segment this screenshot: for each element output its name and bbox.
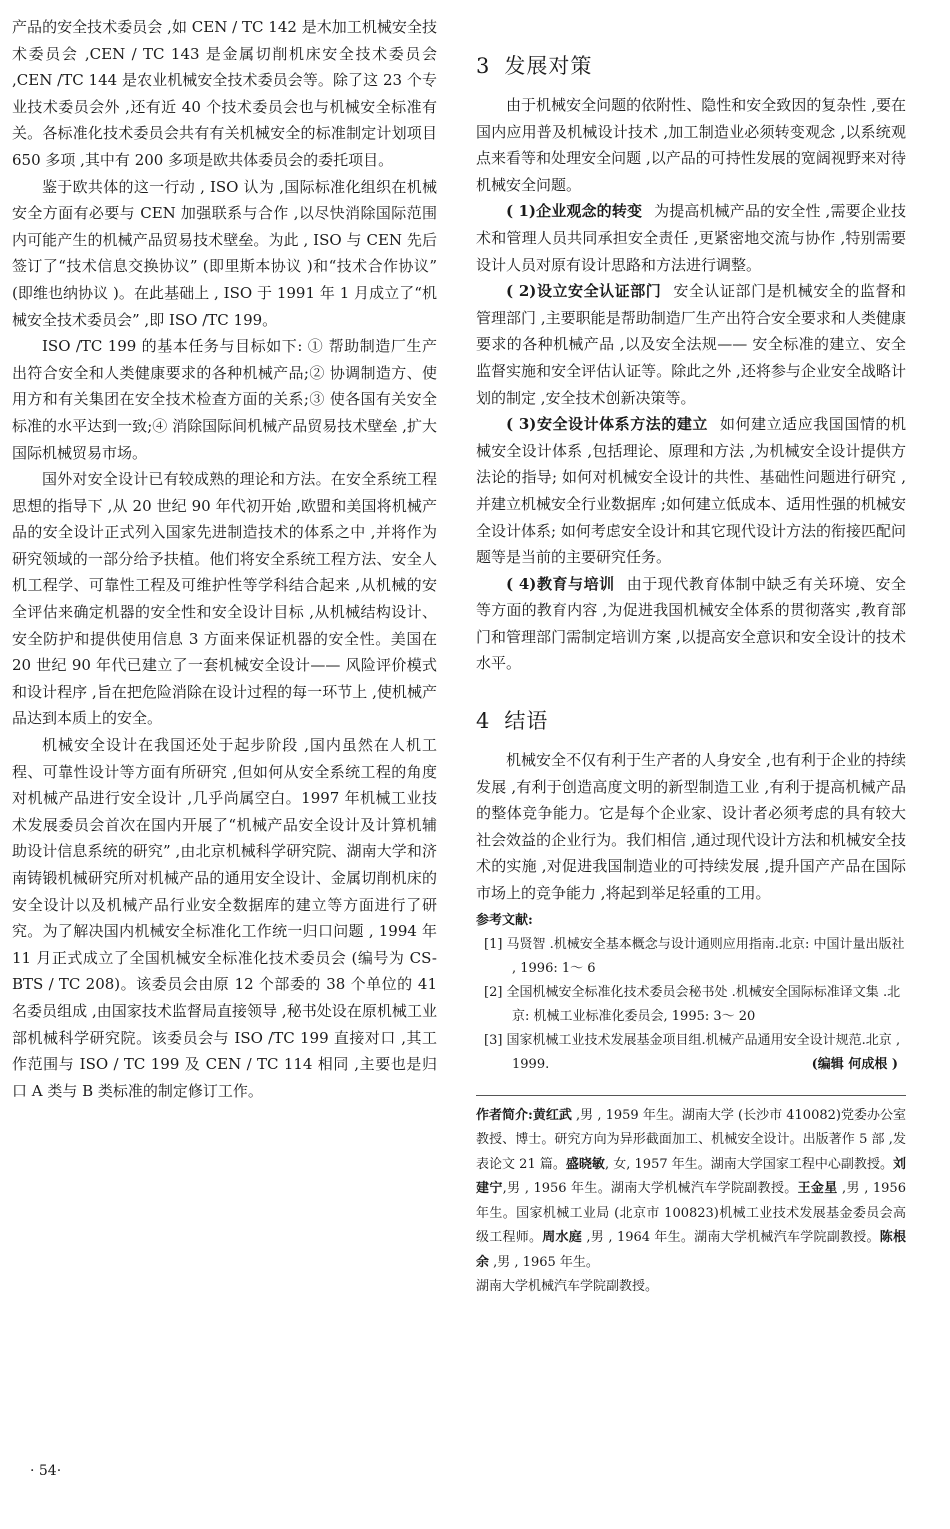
reference-item: [2] 全国机械安全标准化技术委员会秘书处 .机械安全国际标准译文集 .北京: 机械工业标准化委员会, 1995: 3～ 20 bbox=[484, 984, 901, 1024]
bio-text: ,男 , 1959 年生。湖南大学 (长沙市 410082)党委办公室教授、博士。研究方向为异形截面加工、机械安全设计。出版著作 5 部 ,发表论文 21 篇。 bbox=[476, 1107, 906, 1172]
list-item bbox=[476, 411, 906, 571]
list-item bbox=[476, 278, 906, 411]
divider bbox=[476, 1095, 906, 1096]
paragraph: 国外对安全设计已有较成熟的理论和方法。在安全系统工程思想的指导下 ,从 20 世纪 90 年代初开始 ,欧盟和美国将机械产品的安全设计正式列入国家先进制造技术的体系之中 ,并将作为研究领域的一部分给予扶植。他们将安全系统工程方法、安全人机工程学、可靠性工程及可维护性等学科结合起来 ,从机械的安全评估来确定机器的安全性和安全设计目标 ,从机械结构设计、安全防护和提供使用信息 3 方面来保证机器的安全性。美国在 20 世纪 90 年代已建立了一套机械安全设计—— 风险评价模式和设计程序 ,旨在把危险消除在设计过程的每一环节上 ,使机械产品达到本质上的安全。 bbox=[12, 470, 437, 728]
author-name: 陈根余 bbox=[476, 1230, 906, 1270]
bio-text: 湖南大学机械汽车学院副教授。 bbox=[476, 1279, 659, 1295]
paragraph: 鉴于欧共体的这一行动 , ISO 认为 ,国际标准化组织在机械安全方面有必要与 CEN 加强联系与合作 ,以尽快消除国际范围内可能产生的机械产品贸易技术壁垒。为此 , ISO 与 CEN 先后签订了“技术信息交换协议” (即里斯本协议 )和“技术合作协议” (即维也纳协议 )。在此基础上 , ISO 于 1991 年 1 月成立了“机械安全技术委员会” ,即 ISO /TC 199。 bbox=[12, 177, 437, 329]
bio-label: 作者简介: bbox=[476, 1107, 533, 1123]
left-column bbox=[12, 14, 437, 1104]
paragraph: 机械安全不仅有利于生产者的人身安全 ,也有利于企业的持续发展 ,有利于创造高度文明的新型制造工业 ,有利于提高机械产品的整体竞争能力。它是每个企业家、设计者必须考虑的具有较大社会效益的企业行为。我们相信 ,通过现代设计方法和机械安全技术的实施 ,对促进我国制造业的可持续发展 ,提升国产产品在国际市场上的竞争能力 ,将起到举足轻重的工用。 bbox=[476, 751, 906, 903]
author-bio bbox=[476, 1104, 906, 1300]
item-heading: ( 1)企业观念的转变 bbox=[506, 202, 643, 221]
bio-text: ,男 , 1965 年生。 bbox=[489, 1254, 599, 1270]
reference-text: [3] 国家机械工业技术发展基金项目组.机械产品通用安全设计规范.北京 , 1999. bbox=[484, 1032, 901, 1072]
paragraph: 由于机械安全问题的依附性、隐性和安全致因的复杂性 ,要在国内应用普及机械设计技术 ,加工制造业必须转变观念 ,以系统观点来看等和处理安全问题 ,以产品的可持性发展的宽阔视野来对待机械安全问题。 bbox=[476, 96, 906, 194]
author-name: 盛晓敏 bbox=[565, 1156, 605, 1172]
author-name: 黄红武 bbox=[532, 1107, 572, 1123]
section-title: 结语 bbox=[504, 709, 549, 734]
bio-text: ,男 , 1956 年生。湖南大学机械汽车学院副教授。 bbox=[502, 1181, 798, 1197]
references-title: 参考文献: bbox=[476, 912, 533, 928]
section-number: 4 bbox=[476, 709, 491, 734]
reference-item bbox=[480, 1029, 906, 1077]
bio-text: ,男 , 1964 年生。湖南大学机械汽车学院副教授。 bbox=[582, 1230, 880, 1246]
section-heading bbox=[476, 707, 906, 735]
paragraph: ISO /TC 199 的基本任务与目标如下: ① 帮助制造厂生产出符合安全和人类健康要求的各种机械产品;② 协调制造方、使用方和有关集团在安全技术检查方面的关系;③ 使各国有关安全标准的水平达到一致;④ 消除国际间机械产品贸易技术壁垒 ,扩大国际机械贸易市场。 bbox=[12, 337, 437, 462]
item-heading: ( 2)设立安全认证部门 bbox=[506, 282, 662, 301]
author-name: 周水庭 bbox=[542, 1230, 583, 1246]
section-title: 发展对策 bbox=[504, 54, 593, 78]
item-heading: ( 4)教育与培训 bbox=[506, 574, 615, 593]
item-text: 为提高机械产品的安全性 ,需要企业技术和管理人员共同承担安全责任 ,更紧密地交流与协作 ,特别需要设计人员对原有设计思路和方法进行调整。 bbox=[476, 202, 906, 274]
page-number: · 54· bbox=[30, 1463, 62, 1479]
item-text: 由于现代教育体制中缺乏有关环境、安全等方面的教育内容 ,为促进我国机械安全体系的贯彻落实 ,教育部门和管理部门需制定培训方案 ,以提高安全意识和安全设计的技术水平。 bbox=[476, 574, 906, 673]
item-text: 安全认证部门是机械安全的监督和管理部门 ,主要职能是帮助制造厂生产出符合安全要求和人类健康要求的各种机械产品 ,以及安全法规—— 安全标准的建立、安全监督实施和安全评估认证等。除此之外 ,还将参与企业安全战略计划的制定 ,安全技术创新决策等。 bbox=[476, 282, 906, 407]
list-item bbox=[476, 198, 906, 278]
bio-text: ,男 , 1956 年生。国家机械工业局 (北京市 100823)机械工业技术发展基金委员会高级工程师。 bbox=[476, 1181, 906, 1246]
right-column bbox=[476, 14, 906, 1300]
section-number: 3 bbox=[476, 54, 491, 78]
reference-item: [1] 马贤智 .机械安全基本概念与设计通则应用指南.北京: 中国计量出版社 , 1996: 1～ 6 bbox=[484, 936, 905, 976]
bio-text: , 女, 1957 年生。湖南大学国家工程中心副教授。 bbox=[604, 1156, 893, 1172]
list-item bbox=[476, 571, 906, 677]
author-name: 王金星 bbox=[797, 1181, 838, 1197]
author-name: 刘建宁 bbox=[476, 1156, 906, 1197]
item-text: 如何建立适应我国国情的机械安全设计体系 ,包括理论、原理和方法 ,为机械安全设计提供方法论的指导; 如何对机械安全设计的共性、基础性问题进行研究 ,并建立机械安全行业数据库 ;如何建立低成本、适用性强的机械安全设计体系; 如何考虑安全设计和其它现代设计方法的衔接匹配问题等是当前的主要研究任务。 bbox=[476, 415, 906, 567]
editor-note: (编辑 何成根 ) bbox=[811, 1056, 898, 1072]
section-heading bbox=[476, 52, 906, 80]
paragraph: 产品的安全技术委员会 ,如 CEN / TC 142 是木加工机械安全技术委员会 ,CEN / TC 143 是金属切削机床安全技术委员会 ,CEN /TC 144 是农业机械安全技术委员会等。除了这 23 个专业技术委员会外 ,还有近 40 个技术委员会也与机械安全标准有关。各标准化技术委员会共有有关机械安全的标准制定计划项目 650 多项 ,其中有 200 多项是欧共体委员会的委托项目。 bbox=[12, 18, 437, 169]
item-heading: ( 3)安全设计体系方法的建立 bbox=[506, 415, 708, 434]
paragraph: 机械安全设计在我国还处于起步阶段 ,国内虽然在人机工程、可靠性设计等方面有所研究 ,但如何从安全系统工程的角度对机械产品进行安全设计 ,几乎尚属空白。1997 年机械工业技术发展委员会首次在国内开展了“机械产品安全设计及计算机辅助设计信息系统的研究” ,由北京机械科学研究院、湖南大学和济南铸锻机械研究所对机械产品的通用安全设计、金属切削机床的安全设计以及机械产品行业安全数据库的建立等方面进行了研究。为了解决国内机械安全标准化工作统一归口问题 , 1994 年 11 月正式成立了全国机械安全标准化技术委员会 (编号为 CS-BTS / TC 208)。该委员会由原 12 个部委的 38 个单位的 41 名委员组成 ,由国家技术监督局直接领导 ,秘书处设在原机械工业部机械科学研究院。该委员会与 ISO /TC 199 直接对口 ,其工作范围与 ISO / TC 199 及 CEN / TC 114 相同 ,主要也是归口 A 类与 B 类标准的制定修订工作。 bbox=[12, 736, 437, 1100]
